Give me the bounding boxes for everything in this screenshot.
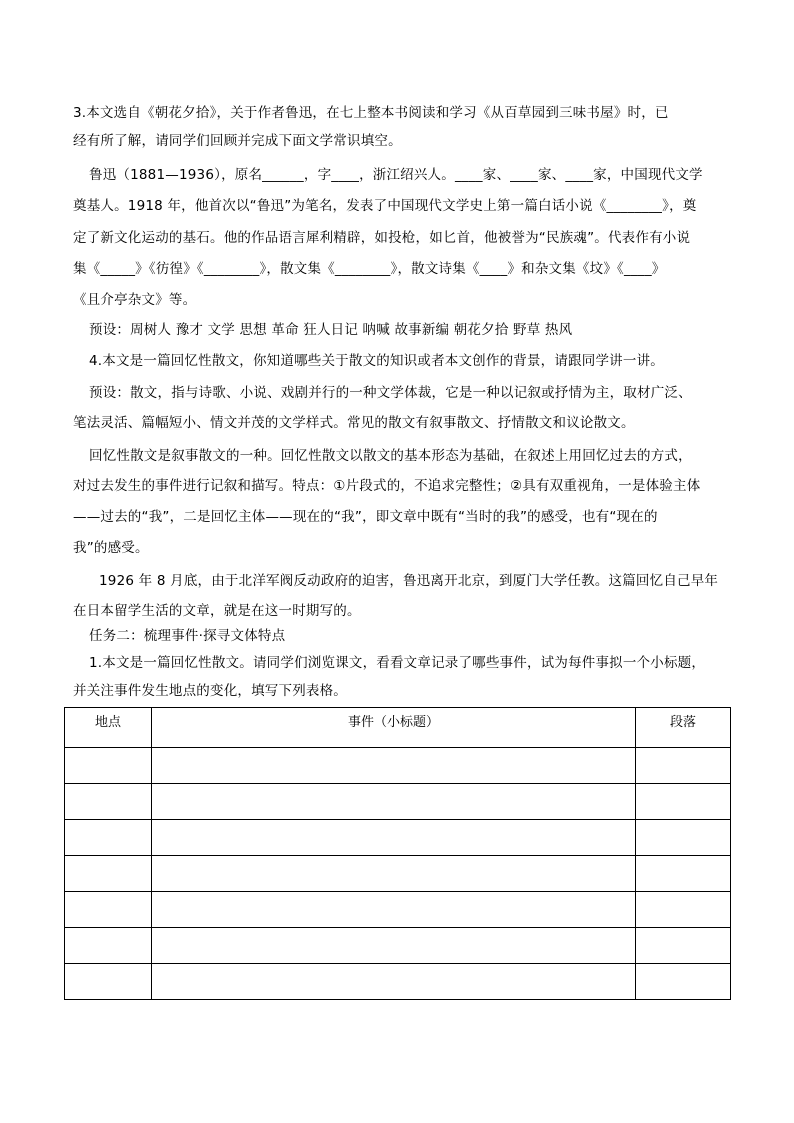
events-table [64, 707, 731, 1000]
table-row [65, 748, 731, 784]
paragraph-cell[interactable] [636, 784, 731, 820]
event-cell[interactable] [152, 964, 636, 1000]
location-cell[interactable] [65, 928, 152, 964]
luxun-paragraph-line-2: 奠基人。1918 年，他首次以“鲁迅”为笔名，发表了中国现代文学史上第一篇白话小说《________》，奠 [73, 198, 697, 214]
memoir-paragraph-line-1: 回忆性散文是叙事散文的一种。回忆性散文以散文的基本形态为基础，在叙述上用回忆过去的方式， [89, 448, 692, 464]
task-2-question-1-line-2: 并关注事件发生地点的变化，填写下列表格。 [73, 683, 347, 699]
preset-answers-1: 预设：周树人 豫才 文学 思想 革命 狂人日记 呐喊 故事新编 朝花夕拾 野草 热风 [89, 322, 573, 338]
preset-answers-2-line-2: 笔法灵活、篇幅短小、情文并茂的文学样式。常见的散文有叙事散文、抒情散文和议论散文。 [73, 415, 635, 431]
location-cell[interactable] [65, 856, 152, 892]
luxun-paragraph-line-4: 集《_____》《彷徨》《________》，散文集《________》，散文诗集《____》和杂文集《坟》《____》 [73, 261, 666, 277]
table-row [65, 928, 731, 964]
luxun-paragraph-line-5: 《且介亭杂文》等。 [73, 292, 197, 308]
luxun-paragraph-line-1: 鲁迅（1881—1936），原名______，字____，浙江绍兴人。____家、____家、____家，中国现代文学 [89, 167, 703, 183]
question-3-line-2: 经有所了解，请同学们回顾并完成下面文学常识填空。 [73, 133, 402, 149]
question-3-line-1: 3.本文选自《朝花夕拾》，关于作者鲁迅，在七上整本书阅读和学习《从百草园到三味书屋》时，已 [73, 105, 669, 121]
header-event-title: 事件（小标题） [152, 708, 636, 748]
paragraph-cell[interactable] [636, 856, 731, 892]
event-cell[interactable] [152, 892, 636, 928]
event-cell[interactable] [152, 820, 636, 856]
background-paragraph-line-1: 1926 年 8 月底，由于北洋军阀反动政府的迫害，鲁迅离开北京，到厦门大学任教。这篇回忆自己早年 [99, 573, 719, 589]
location-cell[interactable] [65, 820, 152, 856]
table-row [65, 964, 731, 1000]
header-location: 地点 [65, 708, 152, 748]
table-header-row [65, 708, 731, 748]
paragraph-cell[interactable] [636, 964, 731, 1000]
location-cell[interactable] [65, 892, 152, 928]
event-cell[interactable] [152, 856, 636, 892]
paragraph-cell[interactable] [636, 748, 731, 784]
location-cell[interactable] [65, 748, 152, 784]
event-cell[interactable] [152, 748, 636, 784]
paragraph-cell[interactable] [636, 892, 731, 928]
table-row [65, 784, 731, 820]
paragraph-cell[interactable] [636, 820, 731, 856]
luxun-paragraph-line-3: 定了新文化运动的基石。他的作品语言犀利精辟，如投枪，如匕首，他被誉为“民族魂”。代表作有小说 [73, 230, 691, 246]
memoir-paragraph-line-3: ——过去的“我”，二是回忆主体——现在的“我”，即文章中既有“当时的我”的感受，也有“现在的 [73, 509, 658, 525]
table-row [65, 892, 731, 928]
background-paragraph-line-2: 在日本留学生活的文章，就是在这一时期写的。 [73, 603, 361, 619]
table-row [65, 856, 731, 892]
question-4: 4.本文是一篇回忆性散文，你知道哪些关于散文的知识或者本文创作的背景，请跟同学讲一讲。 [89, 353, 664, 369]
paragraph-cell[interactable] [636, 928, 731, 964]
table-row [65, 820, 731, 856]
header-paragraph: 段落 [636, 708, 731, 748]
location-cell[interactable] [65, 784, 152, 820]
preset-answers-2-line-1: 预设：散文，指与诗歌、小说、戏剧并行的一种文学体裁，它是一种以记叙或抒情为主，取材广泛、 [89, 385, 692, 401]
memoir-paragraph-line-2: 对过去发生的事件进行记叙和描写。特点：①片段式的，不追求完整性；②具有双重视角，一是体验主体 [73, 478, 701, 494]
task-2-heading: 任务二：梳理事件·探寻文体特点 [89, 628, 286, 644]
memoir-paragraph-line-4: 我”的感受。 [73, 540, 149, 556]
event-cell[interactable] [152, 784, 636, 820]
location-cell[interactable] [65, 964, 152, 1000]
event-cell[interactable] [152, 928, 636, 964]
task-2-question-1-line-1: 1.本文是一篇回忆性散文。请同学们浏览课文，看看文章记录了哪些事件，试为每件事拟一个小标题， [89, 655, 706, 671]
